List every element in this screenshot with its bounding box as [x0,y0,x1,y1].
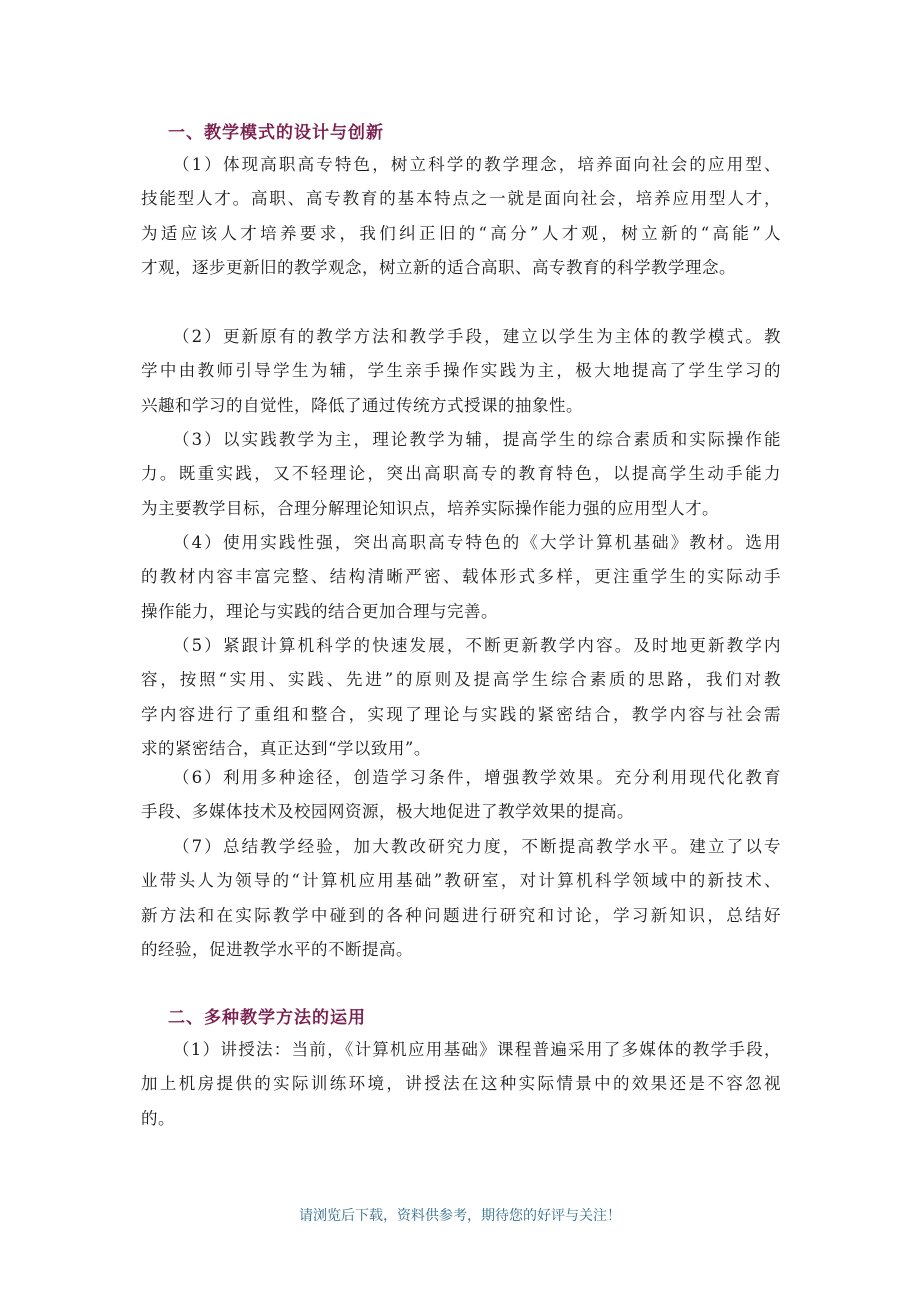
paragraph-1-4 [141,526,781,629]
text-line: 新方法和在实际教学中碰到的各种问题进行研究和讨论，学习新知识，总结好 [141,905,781,925]
text-line: （1）体现高职高专特色，树立科学的教学理念，培养面向社会的应用型、 [173,155,781,174]
paragraph-1-2 [141,320,781,423]
text-line: 操作能力，理论与实践的结合更加合理与完善。 [141,601,498,621]
text-line: 的教材内容丰富完整、结构清晰严密、载体形式多样，更注重学生的实际动手 [141,567,781,587]
text-line: 的。 [141,1108,175,1128]
text-line: 业带头人为领导的“计算机应用基础”教研室，对计算机科学领域中的新技术、 [141,871,781,891]
text-line: 求的紧密结合，真正达到“学以致用”。 [141,739,431,759]
text-line: 才观，逐步更新旧的教学观念，树立新的适合高职、高专教育的科学教学理念。 [141,258,736,278]
text-line: 力。既重实践，又不轻理论，突出高职高专的教育特色，以提高学生动手能力 [141,464,781,484]
section-heading-2: 二、多种教学方法的运用 [168,1008,366,1028]
text-line: 为主要教学目标，合理分解理论知识点，培养实际操作能力强的应用型人才。 [141,498,719,518]
text-line: 容，按照“实用、实践、先进”的原则及提高学生综合素质的思路，我们对教 [141,670,781,690]
section-heading-1: 一、教学模式的设计与创新 [168,123,384,143]
paragraph-1-7 [141,830,781,968]
text-line: （3）以实践教学为主，理论教学为辅，提高学生的综合素质和实际操作能 [173,430,781,449]
text-line: （2）更新原有的教学方法和教学手段，建立以学生为主体的教学模式。教 [173,327,781,346]
text-line: （7）总结教学经验，加大教改研究力度，不断提高教学水平。建立了以专 [173,837,781,856]
text-line: 加上机房提供的实际训练环境，讲授法在这种实际情景中的效果还是不容忽视 [141,1074,781,1094]
paragraph-1-3 [141,423,781,526]
paragraph-1-1 [141,148,781,286]
text-line: 的经验，促进教学水平的不断提高。 [141,940,413,960]
text-line: （6）利用多种途径，创造学习条件，增强教学效果。充分利用现代化教育 [173,768,781,787]
paragraph-1-6 [141,761,781,830]
text-line: 技能型人才。高职、高专教育的基本特点之一就是面向社会，培养应用型人才， [141,189,781,209]
paragraph-1-5 [141,629,781,767]
paragraph-2-1 [141,1033,781,1136]
text-line: 兴趣和学习的自觉性，降低了通过传统方式授课的抽象性。 [141,395,583,415]
text-line: 学中由教师引导学生为辅，学生亲手操作实践为主，极大地提高了学生学习的 [141,361,781,381]
text-line: 手段、多媒体技术及校园网资源，极大地促进了教学效果的提高。 [141,802,634,822]
text-line: （4）使用实践性强，突出高职高专特色的《大学计算机基础》教材。选用 [173,533,781,552]
page-footer: 请浏览后下载，资料供参考，期待您的好评与关注！ [299,1208,621,1224]
text-line: （1）讲授法：当前，《计算机应用基础》课程普遍采用了多媒体的教学手段， [173,1040,781,1059]
text-line: 学内容进行了重组和整合，实现了理论与实践的紧密结合，教学内容与社会需 [141,704,781,724]
text-line: 为适应该人才培养要求，我们纠正旧的“高分”人才观，树立新的“高能”人 [141,223,781,243]
text-line: （5）紧跟计算机科学的快速发展，不断更新教学内容。及时地更新教学内 [173,636,781,655]
